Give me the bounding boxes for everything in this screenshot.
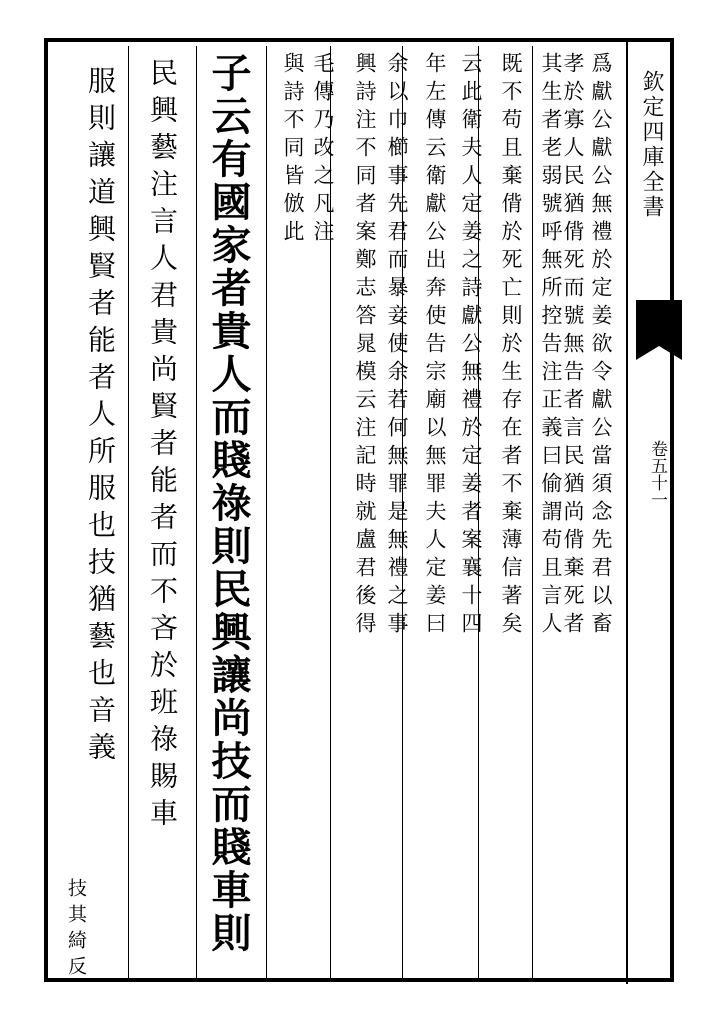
text-column: 爲獻公獻公無禮於定姜欲令獻公當須念先君以畜	[589, 52, 613, 640]
main-text-column: 子云有國家者貴人而賤祿則民興讓尚技而賤車則	[205, 52, 252, 955]
column-rule	[196, 46, 197, 978]
text-column: 既不苟且棄偝於死亡則於生存在者不棄薄信著矣	[499, 52, 523, 640]
main-text-column: 服則讓道興賢者能者人所服也技猶藝也音義	[84, 66, 117, 769]
text-column: 云此衛夫人定姜之詩獻公無禮於定姜者案襄十四	[459, 52, 483, 640]
text-column: 其生者老弱號呼無所控告注正義曰偷謂苟且言人	[539, 52, 563, 640]
text-column: 年左傳云衛獻公出奔使告宗廟以無罪夫人定姜曰	[423, 52, 447, 640]
fish-tail-ornament	[636, 300, 682, 346]
column-rule	[128, 46, 129, 978]
main-text-column: 民興藝注言人君貴尚賢者能者而不吝於班祿賜車	[146, 58, 179, 835]
text-column: 孝於寡人民猶偝死而號無告者言民猶尚偝棄死者	[561, 52, 585, 640]
title-strip-rule	[626, 40, 628, 984]
column-rule	[532, 46, 533, 978]
text-column: 余以巾櫛事先君而暴妾使余若何無罪是無禮之事	[385, 52, 409, 640]
annotation-column: 技其綺反	[65, 878, 87, 982]
text-column: 毛傳乃改之凡注	[311, 52, 335, 248]
text-column: 興詩注不同者案鄭志答晁模云注記時就盧君後得	[353, 52, 377, 640]
volume-label: 卷五十一	[647, 440, 667, 508]
text-column: 與詩不同皆倣此	[281, 52, 305, 248]
column-rule	[266, 46, 267, 978]
book-title: 欽定四庫全書	[639, 70, 664, 220]
